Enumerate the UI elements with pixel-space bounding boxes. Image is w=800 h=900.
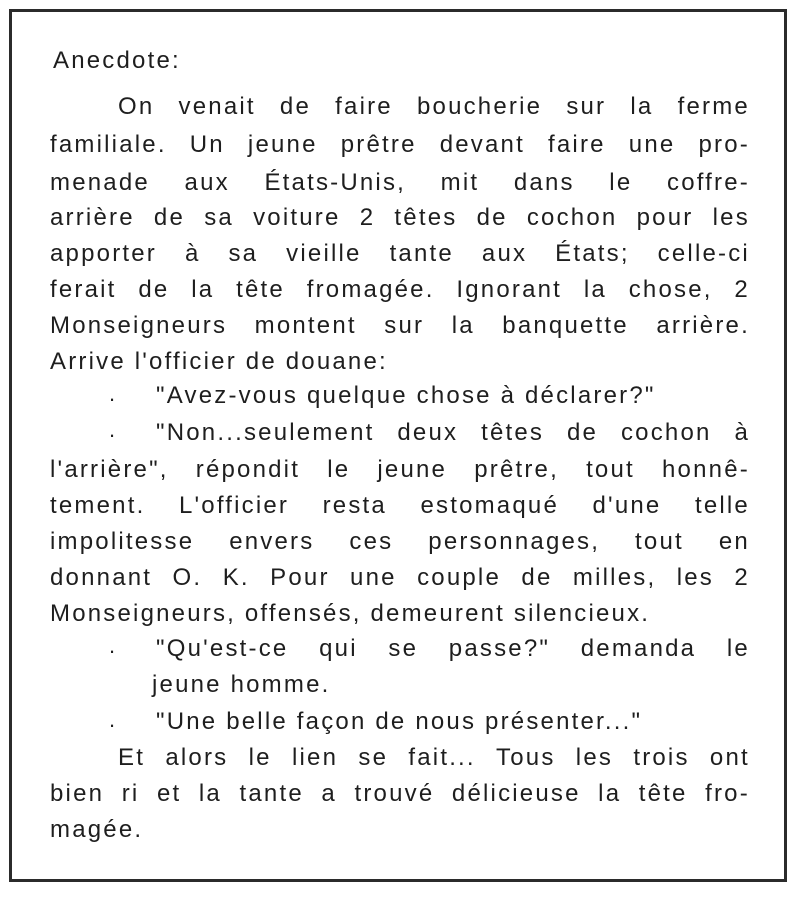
text-line: Arrive l'officier de douane:	[50, 348, 388, 375]
bullet-dot: ·	[108, 422, 116, 447]
bullet-dot: ·	[108, 712, 116, 737]
word: chose,	[628, 276, 713, 303]
word: sa	[204, 204, 234, 231]
word: répondit	[195, 456, 301, 483]
bullet-dot: ·	[108, 386, 116, 411]
word: couple	[417, 564, 502, 591]
word: faire	[548, 131, 606, 158]
word: milles,	[572, 564, 657, 591]
word: tête	[638, 780, 688, 807]
word: jeune	[247, 131, 318, 158]
word: le	[248, 744, 272, 771]
word: de	[279, 93, 312, 120]
word: 2	[734, 564, 750, 591]
word: tante	[239, 780, 304, 807]
word: Ignorant	[456, 276, 563, 303]
word: têtes	[481, 419, 545, 446]
word: fromagée.	[306, 276, 435, 303]
word: se	[358, 744, 389, 771]
word: honnê-	[662, 456, 750, 483]
word: cochon	[526, 204, 618, 231]
word: familiale.	[50, 131, 167, 158]
word: à	[184, 240, 201, 267]
word: trouvé	[354, 780, 435, 807]
dialogue-line: Monseigneurs, offensés, demeurent silencieux.	[50, 600, 651, 627]
word: envers	[229, 528, 315, 555]
word: le	[609, 169, 633, 196]
word: tement.	[50, 492, 146, 519]
word: donnant	[50, 564, 153, 591]
word: lien	[291, 744, 339, 771]
word: mit	[440, 169, 480, 196]
word: Monseigneurs	[50, 312, 228, 339]
word: boucherie	[416, 93, 543, 120]
word: tante	[389, 240, 454, 267]
word: passe?"	[448, 635, 551, 662]
word: estomaqué	[420, 492, 559, 519]
word: les	[676, 564, 714, 591]
word: personnages,	[428, 528, 601, 555]
word: ferme	[677, 93, 750, 120]
word: d'une	[592, 492, 662, 519]
word: les	[712, 204, 750, 231]
word: la	[583, 276, 607, 303]
text-line	[118, 741, 750, 775]
word: alors	[165, 744, 229, 771]
word: On	[118, 93, 155, 120]
word: dans	[513, 169, 575, 196]
word: vieille	[286, 240, 362, 267]
word: tout	[586, 456, 635, 483]
word: demanda	[580, 635, 697, 662]
word: pour	[636, 204, 694, 231]
word: bien	[50, 780, 105, 807]
word: de	[566, 419, 599, 446]
word: de	[521, 564, 553, 591]
word: Un	[189, 131, 225, 158]
word: États;	[555, 240, 630, 267]
text-line	[50, 201, 750, 235]
word: États-Unis,	[264, 169, 407, 196]
word: délicieuse	[451, 780, 581, 807]
word: L'officier	[178, 492, 290, 519]
word: tête	[236, 276, 285, 303]
word: celle-ci	[657, 240, 750, 267]
word: prêtre	[340, 131, 417, 158]
word: arrière.	[656, 312, 750, 339]
word: trois	[633, 744, 690, 771]
word: le	[726, 635, 750, 662]
word: à	[734, 419, 750, 446]
word: fait...	[408, 744, 476, 771]
word: devant	[439, 131, 525, 158]
word: voiture	[253, 204, 341, 231]
dialogue-line	[50, 453, 750, 487]
word: O.	[172, 564, 203, 591]
word: tout	[635, 528, 684, 555]
word: la	[630, 93, 654, 120]
word: 2	[734, 276, 750, 303]
word: le	[327, 456, 351, 483]
word: pro-	[698, 131, 750, 158]
word: de	[476, 204, 508, 231]
word: sur	[566, 93, 607, 120]
word: une	[628, 131, 676, 158]
dialogue-line: "Avez-vous quelque chose à déclarer?"	[156, 382, 656, 409]
word: a	[321, 780, 337, 807]
word: venait	[178, 93, 256, 120]
dialogue-line	[50, 525, 750, 559]
word: qui	[319, 635, 358, 662]
text-line: magée.	[50, 816, 144, 843]
dialogue-line	[50, 561, 750, 595]
word: de	[138, 276, 170, 303]
word: ces	[349, 528, 394, 555]
word: arrière	[50, 204, 135, 231]
word: menade	[50, 169, 150, 196]
word: fro-	[705, 780, 750, 807]
word: se	[388, 635, 419, 662]
word: en	[718, 528, 750, 555]
word: une	[350, 564, 397, 591]
dialogue-line: jeune homme.	[152, 671, 331, 698]
anecdote-heading: Anecdote:	[53, 47, 181, 74]
bullet-dot: ·	[108, 638, 116, 663]
word: Tous	[496, 744, 556, 771]
word: impolitesse	[50, 528, 195, 555]
word: "Qu'est-ce	[156, 635, 289, 662]
word: et	[156, 780, 182, 807]
word: ont	[709, 744, 750, 771]
word: aux	[481, 240, 528, 267]
word: telle	[694, 492, 750, 519]
word: prêtre,	[474, 456, 559, 483]
word: sur	[384, 312, 425, 339]
text-line	[118, 90, 750, 124]
dialogue-line	[156, 632, 750, 666]
dialogue-line	[156, 416, 750, 450]
text-line	[50, 273, 750, 307]
word: les	[575, 744, 614, 771]
text-line	[50, 166, 750, 200]
text-line	[50, 309, 750, 343]
word: ferait	[50, 276, 117, 303]
word: ri	[121, 780, 140, 807]
dialogue-line: "Une belle façon de nous présenter..."	[156, 708, 643, 735]
word: deux	[397, 419, 459, 446]
word: la	[598, 780, 622, 807]
word: 2	[359, 204, 376, 231]
word: Et	[118, 744, 146, 771]
dialogue-line	[50, 489, 750, 523]
word: cochon	[620, 419, 712, 446]
text-line	[50, 128, 750, 162]
word: apporter	[50, 240, 157, 267]
word: la	[451, 312, 475, 339]
word: de	[153, 204, 186, 231]
word: jeune	[377, 456, 448, 483]
word: sa	[228, 240, 259, 267]
word: la	[198, 780, 222, 807]
word: l'arrière",	[50, 456, 169, 483]
word: banquette	[502, 312, 629, 339]
word: Pour	[270, 564, 330, 591]
word: K.	[222, 564, 250, 591]
word: faire	[335, 93, 393, 120]
word: aux	[184, 169, 230, 196]
word: resta	[322, 492, 387, 519]
word: montent	[254, 312, 357, 339]
text-line	[50, 237, 750, 271]
text-line	[50, 777, 750, 811]
word: "Non...seulement	[156, 419, 375, 446]
word: têtes	[394, 204, 458, 231]
word: la	[191, 276, 215, 303]
word: coffre-	[667, 169, 750, 196]
